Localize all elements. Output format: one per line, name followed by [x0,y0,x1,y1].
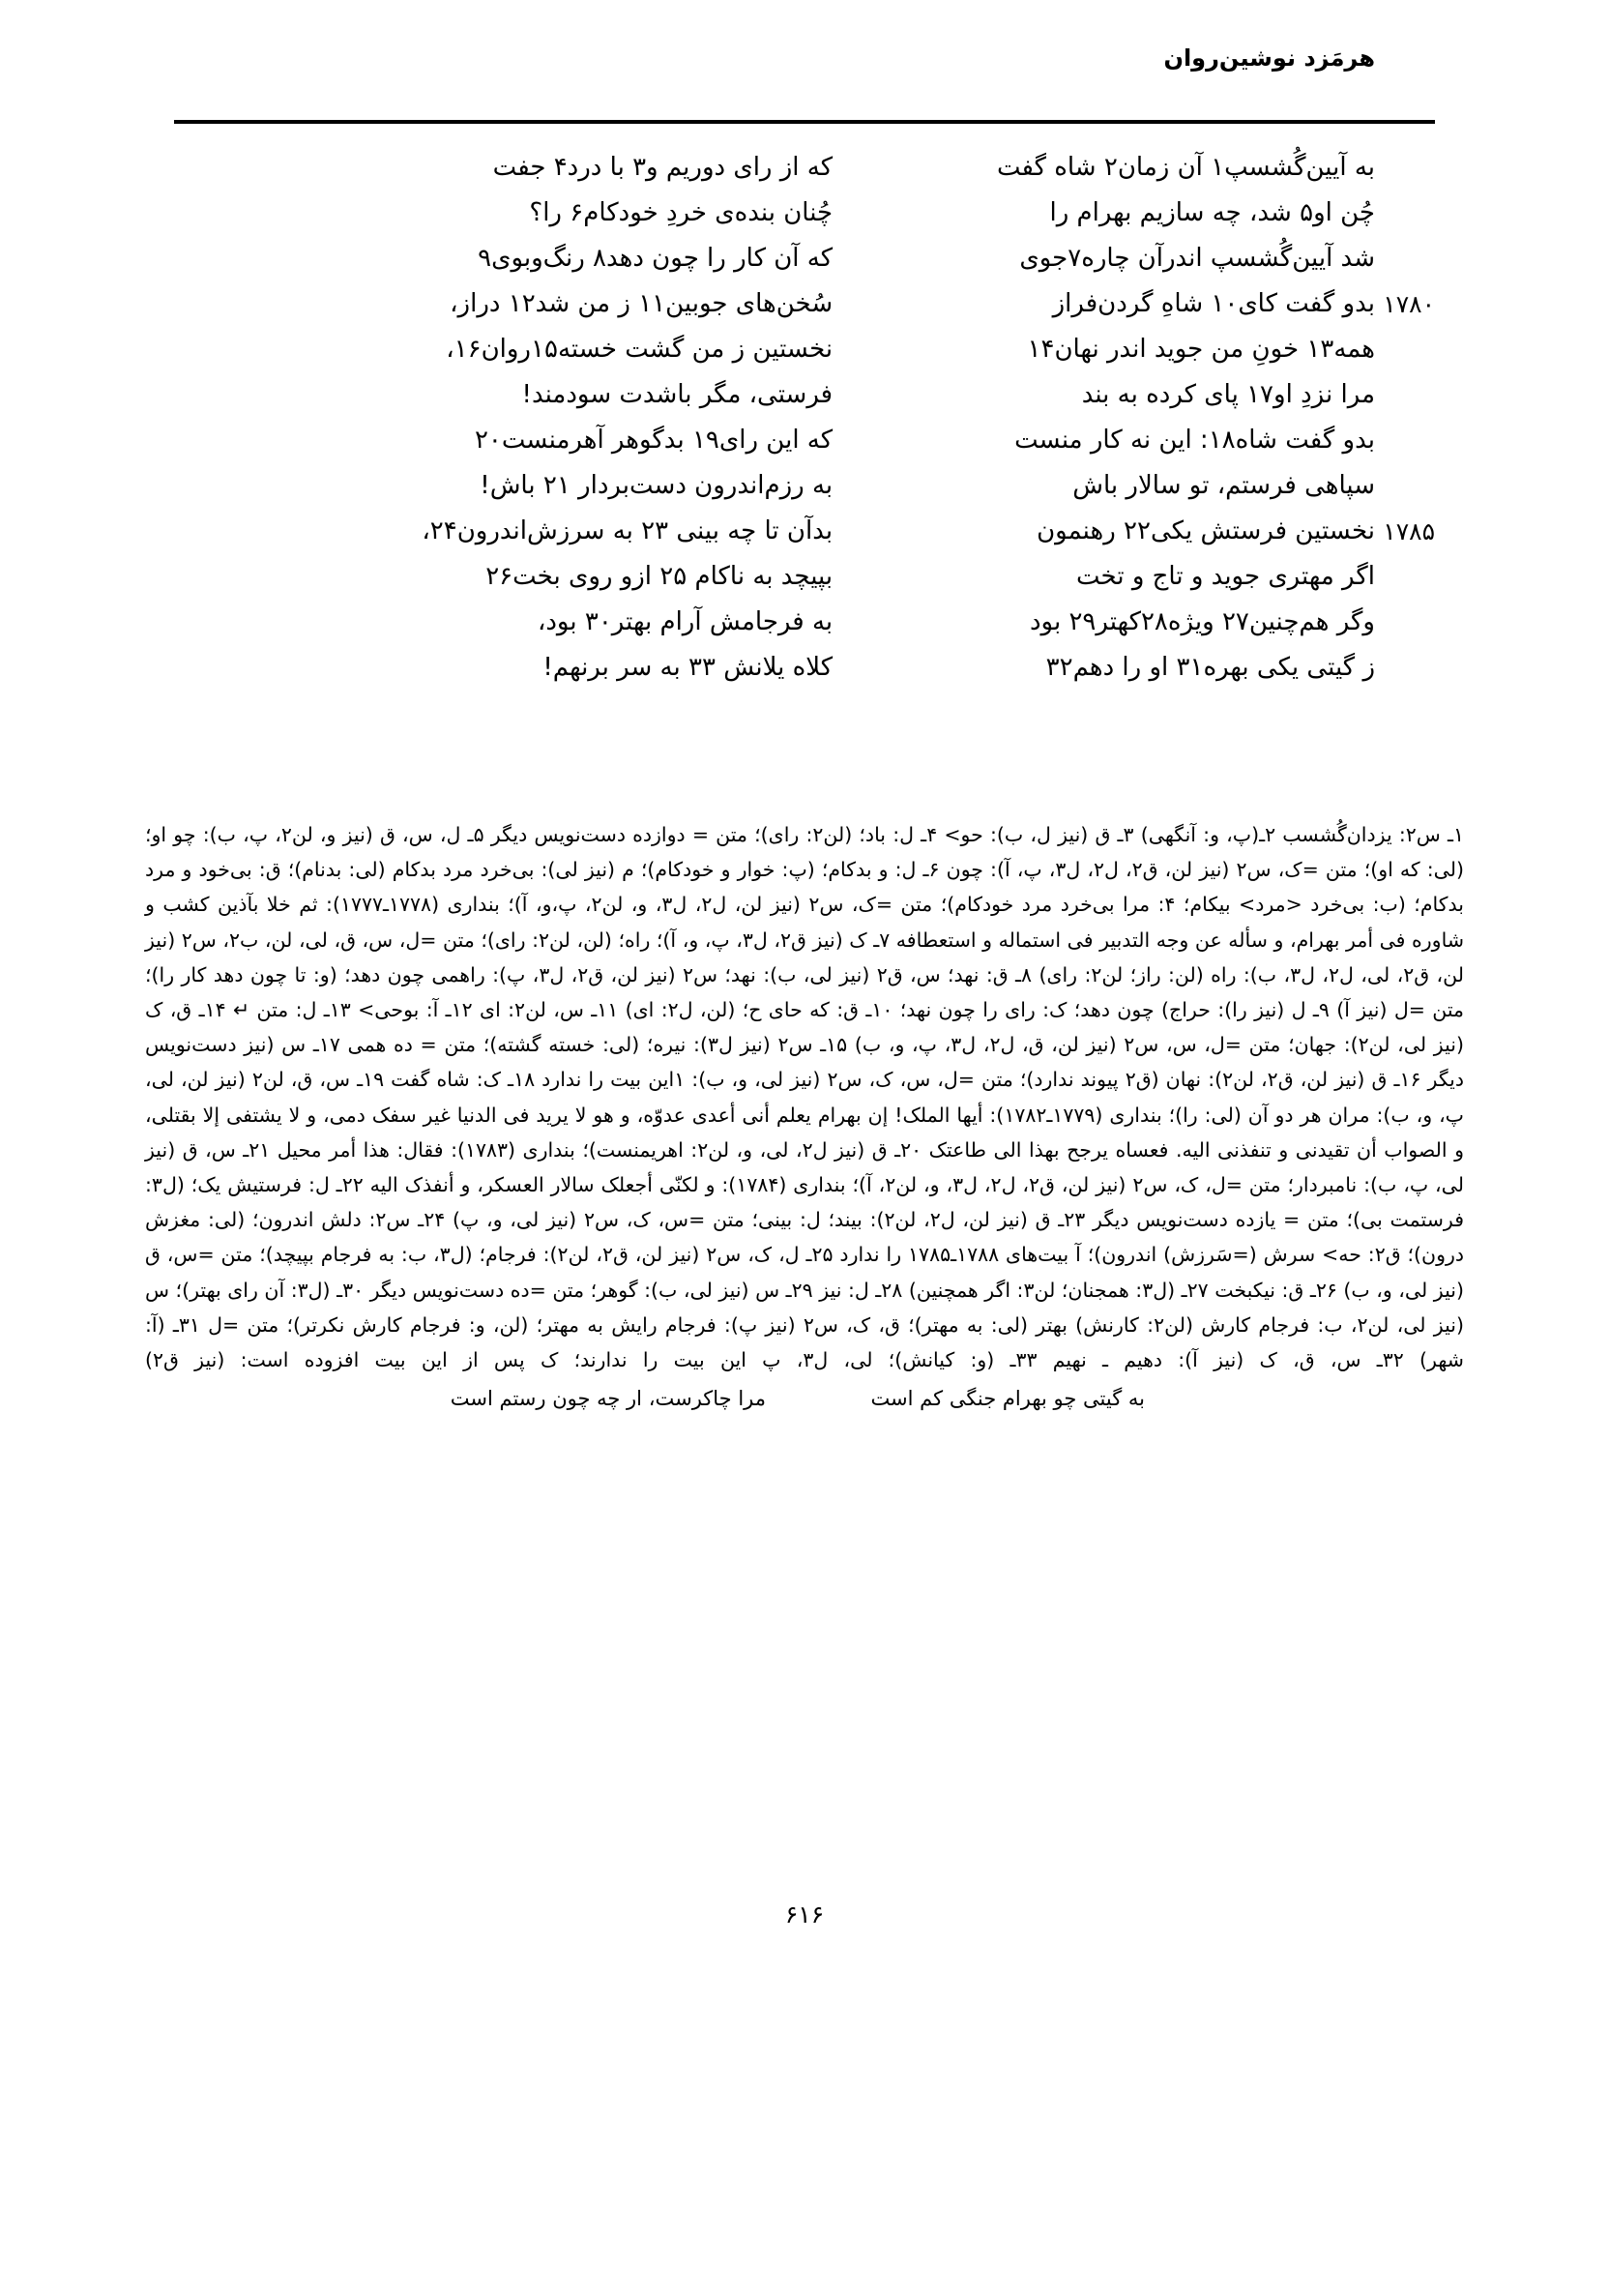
hemistich-right: ز گیتی یکی بهره٣١ او را دهم٣٢ [1045,653,1375,682]
hemistich-left: به فرجامش آرام بهتر٣٠ بود، [537,607,834,636]
couplet-row [174,372,1435,418]
hemistich-left: که این رای١٩ بدگوهر آهرمنست٢٠ [474,426,834,455]
hemistich-right: شد آیین‌گُشسپ اندرآن چاره٧جوی [1019,244,1375,273]
couplet-row [174,191,1435,236]
hemistich-left: کلاه یلانش ٣٣ به سر برنهم! [542,653,834,682]
couplet-row [174,327,1435,372]
couplet-row [174,236,1435,281]
header-rule [174,120,1435,124]
hemistich-right: سپاهی فرستم، تو سالار باش [1072,471,1375,500]
apparatus-hemistich-right: به گیتی چو بهرام جنگی کم است [870,1387,1145,1411]
hemistich-left: نخستین ز من گشت خسته١۵روان١۶، [446,335,834,364]
hemistich-right: وگر هم‌چنین٢٧ ویژه٢٨کهتر٢٩ بود [1029,607,1375,636]
hemistich-right: مرا نزدِ او١٧ پای کرده به بند [1081,380,1375,409]
couplet-row [174,463,1435,509]
hemistich-right: اگر مهتری جوید و تاج و تخت [1076,562,1375,591]
hemistich-right: بدو گفت شاه١٨: این نه کار منست [1014,426,1375,455]
verse-number: ۱۷۸۰ [1383,290,1435,318]
hemistich-right: بدو گفت کای١٠ شاهِ گردن‌فراز [1052,289,1375,318]
couplet-row [174,600,1435,645]
couplet-row [174,145,1435,191]
couplet-row [174,509,1435,554]
apparatus-text: ١ـ س٢: یزدان‌گُشسب ٢ـ(پ، و: آنگهی) ٣ـ ق (نیز ل، ب): حو> ۴ـ ل: باد؛ (لن٢: رای)؛ متن = دوازده دست‌نویس دیگر ۵ـ ل، س، ق (نیز و، لن٢، پ، ب): چو او؛ (لی: که او)؛ متن =ک، س٢ (نیز لن، ق٢، ل٢، ل٣، پ، آ): چون ۶ـ ل: و بدکام؛ (پ: خوار و خودکام)؛ م (نیز لی): بی‌خرد مرد بدکام (لی: بدنام)؛ ق: بی‌خود و مرد بدکام؛ (ب: بی‌خرد <مرد> بیکام؛ ۴: مرا بی‌خرد مرد خودکام)؛ متن =ک، س٢ (نیز لن، ل٢، ل٣، و، لن٢، پ،و، آ)؛ بنداری (١٧٧٨ـ١٧٧٧): ثم خلا بآذین کشب و شاوره فی أمر بهرام، و سأله عن وجه التدبیر فی استماله و استعطافه ٧ـ ک (نیز ق٢، ل٣، پ، و، آ)؛ راه؛ (لن، لن٢: رای)؛ متن =ل، س، ق، لی، لن، ب٢، س٢ (نیز لن، ق٢، لی، ل٢، ل٣، ب): راه (لن: راز؛ لن٢: رای) ٨ـ ق: نهد؛ س، ق٢ (نیز لی، ب): نهد؛ س٢ (نیز لن، ق٢، ل٣، پ): راهمی چون دهد؛ (و: تا چون دهد کار را)؛ متن =ل (نیز آ) ٩ـ ل (نیز را): حراج) چون دهد؛ ک: رای را چون نهد؛ ١٠ـ ق: که حای ح؛ (لن، ل٢: ای) ١١ـ س، لن٢: ای ١٢ـ آ: بوحی> ١٣ـ ل: متن ↵ ١۴ـ ق، ک (نیز لی، لن٢): جهان؛ متن =ل، س، س٢ (نیز لن، ق، ل٢، ل٣، پ، و، ب) ١۵ـ س٢ (نیز ل٣): نیره؛ (لی: خسته گشته)؛ متن = ده همی ١٧ـ س (نیز دست‌نویس دیگر ١۶ـ ق (نیز لن، ق٢، لن٢): نهان (ق٢ پیوند ندارد)؛ متن =ل، س، ک، س٢ (نیز لی، و، ب): ١این بیت را ندارد ١٨ـ ک: شاه گفت ١٩ـ س، ق، لن٢ (نیز لن، لی، پ، و، ب): مران هر دو آن (لی: را)؛ بنداری (١٧٧٩ـ١٧٨٢): أیها الملک! إن بهرام یعلم أنی أعدی عدوّه، و هو لا یرید فی الدنیا غیر سفک دمی، و لا یشتفی إلا بقتلی، و الصواب أن تقیدنی و تنفذنی الیه. فعساه یرجح بهذا الی طاعتک ٢٠ـ ق (نیز ل٢، لی، و، لن٢: اهریمنست)؛ بنداری (١٧٨٣): فقال: هذا أمر محیل ٢١ـ س، ق (نیز لی، پ، ب): نامبردار؛ متن =ل، ک، س٢ (نیز لن، ق٢، ل٢، ل٣، و، لن٢، آ)؛ بنداری (١٧٨۴): و لکنّی أجعلک سالار العسکر، و أنفذک الیه ٢٢ـ ل: فرستیش یک؛ (ل٣: فرستمت بی)؛ متن = یازده دست‌نویس دیگر ٢٣ـ ق (نیز لن، ل٢، لن٢): بیند؛ ل: بینی؛ متن =س، ک، س٢ (نیز لی، و، پ) ٢۴ـ س٢: دلش اندرون؛ (لی: مغزش درون)؛ ق٢: حه> سرش (=سَرزش) اندرون)؛ آ بیت‌های ١٧٨٨ـ١٧٨۵ را ندارد ٢۵ـ ل، ک، س٢ (نیز لن، ق٢، لن٢): فرجام؛ (ل٣، ب: به فرجام بپیچد)؛ متن =س، ق (نیز لی، و، ب) ٢۶ـ ق: نیکبخت ٢٧ـ (ل٣: همجنان؛ لن٣: اگر همچنین) ٢٨ـ ل: نیز ٢٩ـ س (نیز لی، ب): گوهر؛ متن =ده دست‌نویس دیگر ٣٠ـ (ل٣: آن رای بهتر)؛ س (نیز لی، لن٢، ب: فرجام کارش (لن٢: کارنش) بهتر (لی: به مهتر)؛ ق، ک، س٢ (نیز پ): فرجام رایش به مهتر؛ (لن، و: فرجام کارش نکرتر)؛ متن =ل ٣١ـ (آ: شهر) ٣٢ـ س، ق، ک (نیز آ): دهیم ـ نهیم ٣٣ـ (و: کیانش)؛ لی، ل٣، پ این بیت را ندارند؛ ک پس از این بیت افزوده است: (نیز ق٢) [145,823,1465,1372]
hemistich-right: به آیین‌گُشسپ١ آن زمان٢ شاه گفت [996,153,1375,182]
hemistich-left: به رزم‌اندرون دست‌بردار ٢١ باش! [480,471,834,500]
page-header [174,46,1435,93]
couplet-row [174,281,1435,327]
hemistich-left: بپیچد به ناکام ٢۵ ازو روی بخت٢۶ [485,562,834,591]
couplet-row [174,645,1435,691]
hemistich-left: بدآن تا چه بینی ٢٣ به سرزش‌اندرون٢۴، [422,516,834,545]
running-head: هرمَزد نوشین‌روان [1163,44,1375,72]
hemistich-right: همه١٣ خونِ من جوید اندر نهان١۴ [1027,335,1375,364]
apparatus-extra-couplet [145,1381,1464,1416]
verse-number: ۱۷۸۵ [1383,517,1435,545]
hemistich-left: که از رای دوریم و٣ با درد۴ جفت [492,153,834,182]
hemistich-left: چُنان بنده‌ی خردِ خودکام۶ را؟ [529,198,834,227]
couplet-row [174,554,1435,600]
critical-apparatus [145,817,1464,1416]
page-number: ۶۱۶ [784,1900,825,1928]
hemistich-left: سُخن‌های جوبین١١ ز من شد١٢ دراز، [450,289,834,318]
verse-block [174,145,1435,691]
hemistich-left: فرستی، مگر باشدت سودمند! [521,380,834,409]
apparatus-hemistich-left: مرا چاکرست، ار چه چون رستم است [450,1387,766,1411]
hemistich-right: نخستین فرستش یکی٢٢ رهنمون [1037,516,1375,545]
hemistich-left: که آن کار را چون دهد٨ رنگ‌وبوی٩ [478,244,834,273]
hemistich-right: چُن او۵ شد، چه سازیم بهرام را [1049,198,1375,227]
couplet-row [174,418,1435,463]
